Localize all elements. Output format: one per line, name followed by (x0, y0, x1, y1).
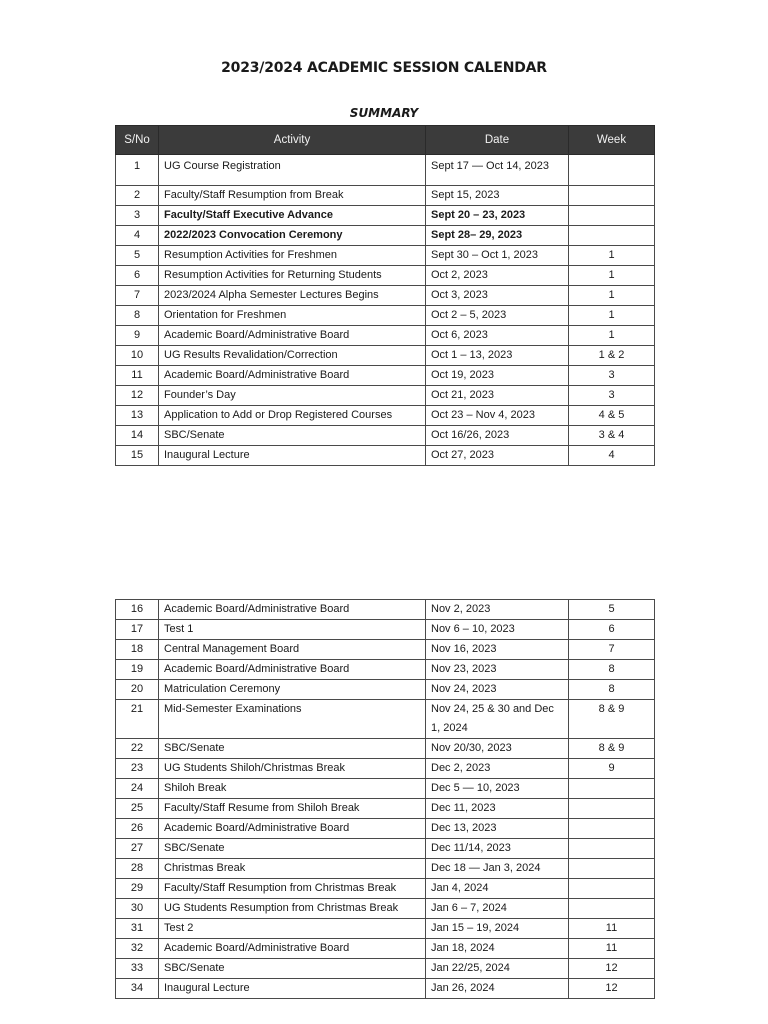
cell-week: 1 (569, 306, 655, 326)
table-row (116, 839, 655, 859)
cell-date: Dec 2, 2023 (426, 759, 569, 779)
cell-sno: 5 (116, 246, 159, 266)
cell-week (569, 879, 655, 899)
cell-date: Nov 16, 2023 (426, 640, 569, 660)
table-row (116, 386, 655, 406)
cell-date: Oct 2 – 5, 2023 (426, 306, 569, 326)
page-title: 2023/2024 ACADEMIC SESSION CALENDAR (221, 60, 547, 76)
table-row (116, 406, 655, 426)
cell-week (569, 206, 655, 226)
cell-activity: 2023/2024 Alpha Semester Lectures Begins (159, 286, 426, 306)
table-row (116, 326, 655, 346)
cell-activity: Resumption Activities for Freshmen (159, 246, 426, 266)
cell-week: 8 (569, 660, 655, 680)
cell-sno: 8 (116, 306, 159, 326)
cell-date: Dec 5 — 10, 2023 (426, 779, 569, 799)
cell-date: Nov 2, 2023 (426, 600, 569, 620)
header-activity: Activity (159, 126, 426, 155)
cell-date: Nov 24, 2023 (426, 680, 569, 700)
cell-week: 1 (569, 326, 655, 346)
table-row (116, 640, 655, 660)
cell-sno: 19 (116, 660, 159, 680)
cell-date: Jan 15 – 19, 2024 (426, 919, 569, 939)
table-row (116, 346, 655, 366)
table-row (116, 879, 655, 899)
table-row (116, 700, 655, 739)
cell-date: Jan 4, 2024 (426, 879, 569, 899)
table-row (116, 680, 655, 700)
cell-activity: UG Students Resumption from Christmas Break (159, 899, 426, 919)
cell-sno: 13 (116, 406, 159, 426)
cell-activity: SBC/Senate (159, 426, 426, 446)
cell-activity: Application to Add or Drop Registered Courses (159, 406, 426, 426)
cell-sno: 17 (116, 620, 159, 640)
cell-week: 1 & 2 (569, 346, 655, 366)
cell-activity: Faculty/Staff Resumption from Christmas Break (159, 879, 426, 899)
cell-date: Jan 26, 2024 (426, 979, 569, 999)
cell-sno: 15 (116, 446, 159, 466)
cell-date: Oct 6, 2023 (426, 326, 569, 346)
cell-activity: Academic Board/Administrative Board (159, 819, 426, 839)
cell-activity: Faculty/Staff Executive Advance (159, 206, 426, 226)
cell-activity: Founder’s Day (159, 386, 426, 406)
header-week: Week (569, 126, 655, 155)
table-header-row (116, 126, 655, 155)
cell-activity: SBC/Senate (159, 739, 426, 759)
cell-date: Jan 6 – 7, 2024 (426, 899, 569, 919)
cell-activity: Mid-Semester Examinations (159, 700, 426, 739)
cell-activity: Test 2 (159, 919, 426, 939)
cell-sno: 23 (116, 759, 159, 779)
table-row (116, 600, 655, 620)
cell-week: 1 (569, 266, 655, 286)
cell-date: Jan 18, 2024 (426, 939, 569, 959)
table-row (116, 799, 655, 819)
cell-date: Oct 27, 2023 (426, 446, 569, 466)
table-row (116, 426, 655, 446)
cell-sno: 6 (116, 266, 159, 286)
cell-week: 3 & 4 (569, 426, 655, 446)
cell-sno: 24 (116, 779, 159, 799)
cell-activity: Christmas Break (159, 859, 426, 879)
cell-activity: 2022/2023 Convocation Ceremony (159, 226, 426, 246)
cell-week (569, 819, 655, 839)
cell-date: Dec 11/14, 2023 (426, 839, 569, 859)
cell-week: 4 & 5 (569, 406, 655, 426)
table-row (116, 660, 655, 680)
cell-week (569, 155, 655, 186)
table-row (116, 899, 655, 919)
cell-week (569, 186, 655, 206)
cell-activity: Inaugural Lecture (159, 979, 426, 999)
table-row (116, 620, 655, 640)
cell-date: Nov 23, 2023 (426, 660, 569, 680)
cell-date: Oct 19, 2023 (426, 366, 569, 386)
cell-sno: 25 (116, 799, 159, 819)
table-row (116, 246, 655, 266)
cell-sno: 20 (116, 680, 159, 700)
cell-date: Dec 11, 2023 (426, 799, 569, 819)
cell-week: 11 (569, 939, 655, 959)
cell-sno: 30 (116, 899, 159, 919)
table-row (116, 446, 655, 466)
cell-activity: Faculty/Staff Resumption from Break (159, 186, 426, 206)
cell-activity: UG Students Shiloh/Christmas Break (159, 759, 426, 779)
cell-week: 11 (569, 919, 655, 939)
cell-date: Oct 23 – Nov 4, 2023 (426, 406, 569, 426)
cell-date: Sept 17 — Oct 14, 2023 (426, 155, 569, 186)
cell-activity: Academic Board/Administrative Board (159, 660, 426, 680)
cell-sno: 21 (116, 700, 159, 739)
cell-activity: SBC/Senate (159, 839, 426, 859)
cell-week (569, 859, 655, 879)
cell-date: Sept 20 – 23, 2023 (426, 206, 569, 226)
header-sno: S/No (116, 126, 159, 155)
table-row (116, 959, 655, 979)
cell-sno: 14 (116, 426, 159, 446)
cell-week (569, 799, 655, 819)
table-row (116, 919, 655, 939)
cell-date: Nov 6 – 10, 2023 (426, 620, 569, 640)
cell-date: Oct 16/26, 2023 (426, 426, 569, 446)
table-row (116, 739, 655, 759)
cell-week (569, 226, 655, 246)
cell-date: Sept 28– 29, 2023 (426, 226, 569, 246)
cell-sno: 29 (116, 879, 159, 899)
cell-date: Sept 30 – Oct 1, 2023 (426, 246, 569, 266)
cell-activity: UG Course Registration (159, 155, 426, 186)
table-row (116, 819, 655, 839)
cell-sno: 3 (116, 206, 159, 226)
cell-activity: UG Results Revalidation/Correction (159, 346, 426, 366)
cell-sno: 34 (116, 979, 159, 999)
table-row (116, 155, 655, 186)
calendar-table-part-1 (115, 125, 655, 466)
cell-week: 8 & 9 (569, 739, 655, 759)
cell-date: Dec 13, 2023 (426, 819, 569, 839)
cell-sno: 2 (116, 186, 159, 206)
table-row (116, 286, 655, 306)
cell-sno: 31 (116, 919, 159, 939)
cell-date: Nov 24, 25 & 30 and Dec 1, 2024 (426, 700, 569, 739)
table-row (116, 366, 655, 386)
cell-week: 8 & 9 (569, 700, 655, 739)
cell-sno: 18 (116, 640, 159, 660)
cell-activity: Academic Board/Administrative Board (159, 939, 426, 959)
cell-sno: 1 (116, 155, 159, 186)
table-row (116, 306, 655, 326)
cell-sno: 32 (116, 939, 159, 959)
cell-date: Sept 15, 2023 (426, 186, 569, 206)
table-row (116, 779, 655, 799)
cell-activity: Academic Board/Administrative Board (159, 600, 426, 620)
cell-week: 1 (569, 246, 655, 266)
table-row (116, 226, 655, 246)
header-date: Date (426, 126, 569, 155)
cell-activity: Inaugural Lecture (159, 446, 426, 466)
cell-sno: 33 (116, 959, 159, 979)
cell-week (569, 839, 655, 859)
cell-activity: SBC/Senate (159, 959, 426, 979)
cell-week (569, 899, 655, 919)
cell-sno: 11 (116, 366, 159, 386)
cell-week: 3 (569, 386, 655, 406)
cell-week: 8 (569, 680, 655, 700)
cell-activity: Test 1 (159, 620, 426, 640)
cell-activity: Resumption Activities for Returning Students (159, 266, 426, 286)
summary-heading: SUMMARY (349, 106, 419, 120)
cell-date: Oct 1 – 13, 2023 (426, 346, 569, 366)
cell-week: 7 (569, 640, 655, 660)
cell-date: Oct 2, 2023 (426, 266, 569, 286)
cell-sno: 26 (116, 819, 159, 839)
cell-date: Dec 18 — Jan 3, 2024 (426, 859, 569, 879)
cell-sno: 12 (116, 386, 159, 406)
cell-activity: Shiloh Break (159, 779, 426, 799)
cell-sno: 28 (116, 859, 159, 879)
table-row (116, 979, 655, 999)
cell-week: 12 (569, 959, 655, 979)
table-row (116, 186, 655, 206)
cell-activity: Faculty/Staff Resume from Shiloh Break (159, 799, 426, 819)
cell-activity: Matriculation Ceremony (159, 680, 426, 700)
cell-date: Oct 21, 2023 (426, 386, 569, 406)
cell-activity: Central Management Board (159, 640, 426, 660)
table-row (116, 206, 655, 226)
cell-sno: 9 (116, 326, 159, 346)
cell-sno: 27 (116, 839, 159, 859)
calendar-table-part-2 (115, 599, 655, 999)
cell-sno: 4 (116, 226, 159, 246)
cell-week: 9 (569, 759, 655, 779)
cell-activity: Academic Board/Administrative Board (159, 326, 426, 346)
cell-week: 5 (569, 600, 655, 620)
cell-week: 3 (569, 366, 655, 386)
cell-week: 6 (569, 620, 655, 640)
cell-week: 4 (569, 446, 655, 466)
cell-week: 12 (569, 979, 655, 999)
cell-week (569, 779, 655, 799)
cell-sno: 16 (116, 600, 159, 620)
cell-sno: 7 (116, 286, 159, 306)
cell-date: Jan 22/25, 2024 (426, 959, 569, 979)
cell-activity: Academic Board/Administrative Board (159, 366, 426, 386)
cell-sno: 22 (116, 739, 159, 759)
cell-date: Oct 3, 2023 (426, 286, 569, 306)
table-row (116, 266, 655, 286)
cell-activity: Orientation for Freshmen (159, 306, 426, 326)
table-row (116, 859, 655, 879)
cell-date: Nov 20/30, 2023 (426, 739, 569, 759)
cell-week: 1 (569, 286, 655, 306)
table-row (116, 759, 655, 779)
cell-sno: 10 (116, 346, 159, 366)
table-row (116, 939, 655, 959)
